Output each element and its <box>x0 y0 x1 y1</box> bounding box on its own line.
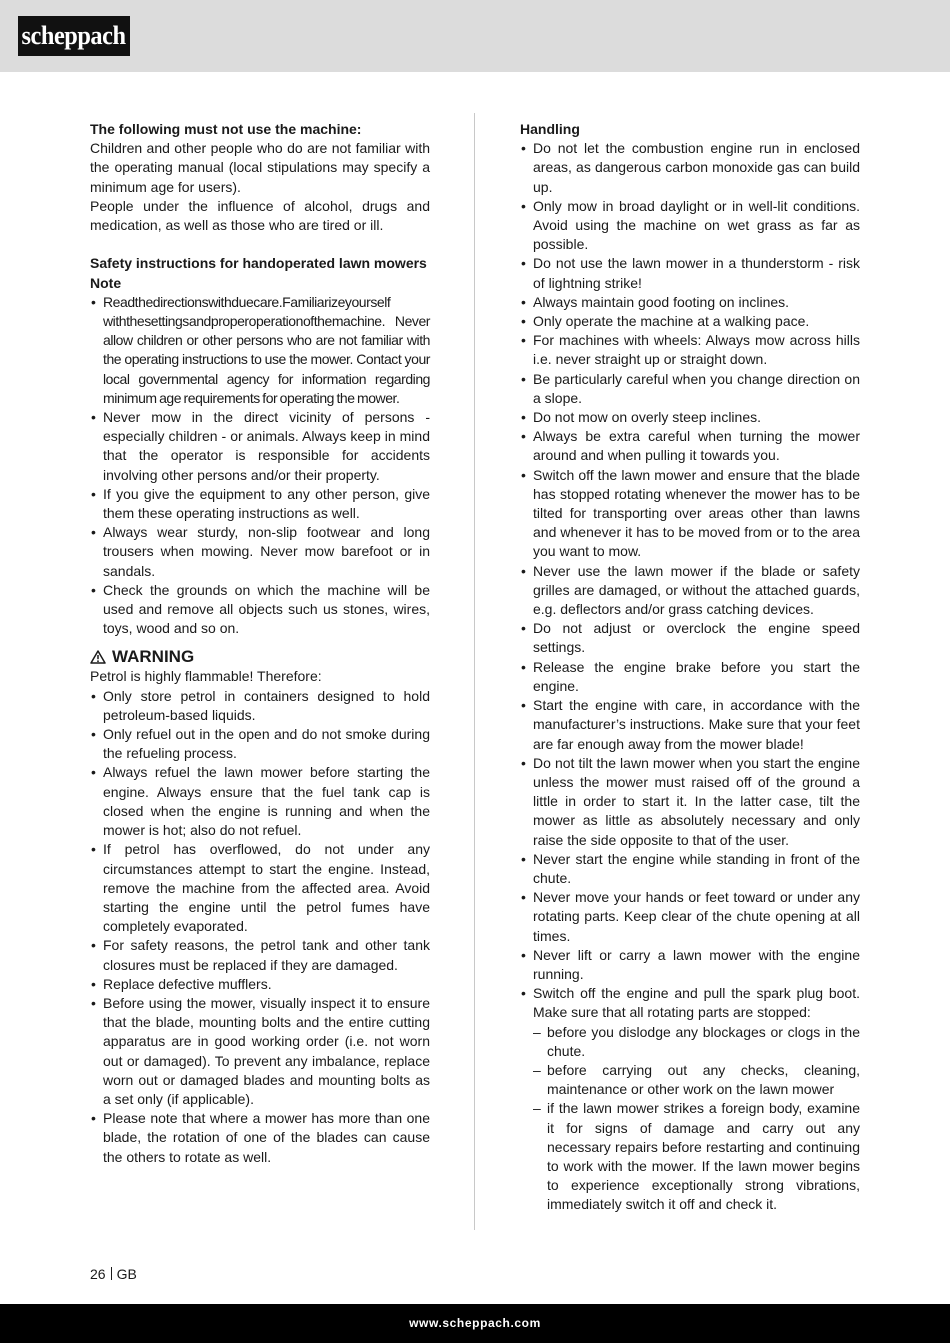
list-item: • Do not mow on overly steep inclines. <box>520 408 860 427</box>
list-item: • Readthedirectionswithduecare.Familiarizeyourself withthesettingsandproperoperationofthemachine. Never allow children or other persons who are not familiar with the operating instructions to use the mower. Contact your local governmental agency for information regarding minimum age requirements for operating the mower. <box>90 293 430 408</box>
list-item: • Never lift or carry a lawn mower with the engine running. <box>520 946 860 984</box>
column-divider <box>474 113 475 1230</box>
page-number-value: 26 <box>90 1266 106 1282</box>
list-item: • Only store petrol in containers designed to hold petroleum-based liquids. <box>90 687 430 725</box>
list-item: • Always be extra careful when turning the mower around and when pulling it towards you. <box>520 427 860 465</box>
list-item: • Never use the lawn mower if the blade or safety grilles are damaged, or without the attached guards, e.g. deflectors and/or grass catching devices. <box>520 562 860 620</box>
list-item: • For machines with wheels: Always mow across hills i.e. never straight up or straight down. <box>520 331 860 369</box>
page-number <box>90 1265 137 1283</box>
list-item-text: Switch off the engine and pull the spark plug boot. Make sure that all rotating parts are stopped: <box>533 985 860 1021</box>
right-column <box>520 120 860 1215</box>
list-item: • Always wear sturdy, non-slip footwear and long trousers when mowing. Never mow barefoot or in sandals. <box>90 523 430 581</box>
safety-list <box>90 293 430 639</box>
list-item: • Never start the engine while standing in front of the chute. <box>520 850 860 888</box>
list-item: • Be particularly careful when you change direction on a slope. <box>520 370 860 408</box>
list-item: • Before using the mower, visually inspect it to ensure that the blade, mounting bolts and the entire cutting apparatus are in good working order (i.e. not worn out or damaged). To prevent any imbalance, replace worn out or damaged blades and mounting bolts as a set only (if applicable). <box>90 994 430 1109</box>
list-item: • Do not adjust or overclock the engine speed settings. <box>520 619 860 657</box>
list-item: • Never mow in the direct vicinity of persons - especially children - or animals. Always keep in mind that the operator is responsible for accidents involving other persons and/or their property. <box>90 408 430 485</box>
list-item: • Only mow in broad daylight or in well-lit conditions. Avoid using the machine on wet grass as far as possible. <box>520 197 860 255</box>
list-item: • If you give the equipment to any other person, give them these operating instructions as well. <box>90 485 430 523</box>
must-not-paragraph-2: People under the influence of alcohol, drugs and medication, as well as those who are tired or ill. <box>90 197 430 234</box>
list-item: • Replace defective mufflers. <box>90 975 430 994</box>
list-item: • Always maintain good footing on inclines. <box>520 293 860 312</box>
list-item: • For safety reasons, the petrol tank and other tank closures must be replaced if they are damaged. <box>90 936 430 974</box>
handling-list <box>520 139 860 1214</box>
warning-intro: Petrol is highly flammable! Therefore: <box>90 668 322 685</box>
list-item: • Release the engine brake before you start the engine. <box>520 658 860 696</box>
language-code: GB <box>116 1266 137 1282</box>
sub-list-item: – before you dislodge any blockages or clogs in the chute. <box>533 1023 860 1061</box>
list-item: • If petrol has overflowed, do not under any circumstances attempt to start the engine. Instead, remove the machine from the affected area. Avoid starting the engine until the petrol fumes have completely evaporated. <box>90 840 430 936</box>
list-item: • Only refuel out in the open and do not smoke during the refueling process. <box>90 725 430 763</box>
list-item: • Check the grounds on which the machine will be used and remove all objects such us stones, wires, toys, wood and so on. <box>90 581 430 639</box>
website-link[interactable]: www.scheppach.com <box>409 1316 541 1330</box>
warning-list <box>90 687 430 1167</box>
page-header <box>0 0 950 72</box>
sub-list <box>533 1023 860 1215</box>
note-heading: Note <box>90 274 122 291</box>
list-item: • Please note that where a mower has more than one blade, the rotation of one of the blades can cause the others to rotate as well. <box>90 1109 430 1167</box>
must-not-paragraph-1: Children and other people who do are not familiar with the operating manual (local stipulations may specify a minimum age for users). <box>90 140 430 195</box>
brand-logo: scheppach <box>18 16 130 56</box>
warning-triangle-icon <box>90 650 106 664</box>
sub-list-item: – if the lawn mower strikes a foreign body, examine it for signs of damage and carry out any necessary repairs before restarting and continuing to work with the mower. If the lawn mower begins to experience exceptionally strong vibrations, immediately switch it off and check it. <box>533 1099 860 1214</box>
list-item: • Start the engine with care, in accordance with the manufacturer’s instructions. Make sure that your feet are far enough away from the mower blade! <box>520 696 860 754</box>
list-item-with-sublist <box>520 984 860 1214</box>
list-item: • Always refuel the lawn mower before starting the engine. Always ensure that the fuel tank cap is closed when the engine is running and when the mower is hot; also do not refuel. <box>90 763 430 840</box>
list-item: • Switch off the lawn mower and ensure that the blade has stopped rotating whenever the mower has to be tilted for transporting over areas other than lawns and whenever it has to be moved from or to the area you want to mow. <box>520 466 860 562</box>
safety-heading: Safety instructions for handoperated lawn mowers <box>90 255 427 272</box>
list-item: • Never move your hands or feet toward or under any rotating parts. Keep clear of the chute opening at all times. <box>520 888 860 946</box>
warning-title: WARNING <box>112 647 195 667</box>
page-number-separator <box>111 1267 112 1280</box>
handling-heading: Handling <box>520 121 580 137</box>
must-not-heading: The following must not use the machine: <box>90 121 362 137</box>
list-item: • Do not use the lawn mower in a thunderstorm - risk of lightning strike! <box>520 254 860 292</box>
warning-heading <box>90 647 430 667</box>
list-item: • Only operate the machine at a walking pace. <box>520 312 860 331</box>
left-column <box>90 120 430 1167</box>
sub-list-item: – before carrying out any checks, cleaning, maintenance or other work on the lawn mower <box>533 1061 860 1099</box>
list-item: • Do not tilt the lawn mower when you start the engine unless the mower must raised off of the ground a little in order to start it. In the latter case, tilt the mower as little as absolutely necessary and only raise the side opposite to that of the user. <box>520 754 860 850</box>
page-footer <box>0 1304 950 1343</box>
list-item: • Do not let the combustion engine run in enclosed areas, as dangerous carbon monoxide gas can build up. <box>520 139 860 197</box>
